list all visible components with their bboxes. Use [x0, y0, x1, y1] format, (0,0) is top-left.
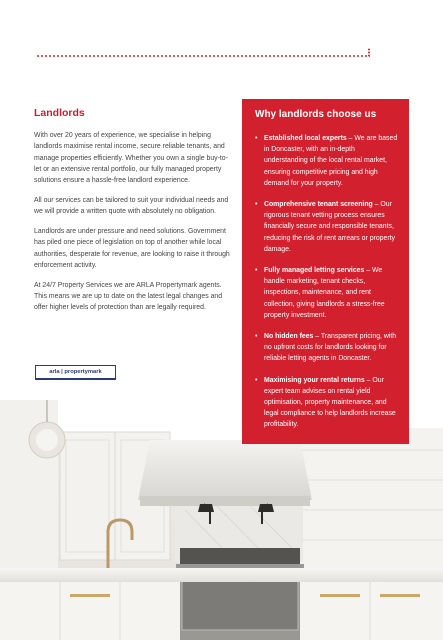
benefit-heading: Fully managed letting services — [264, 267, 365, 275]
why-choose-us-panel — [242, 99, 409, 444]
benefit-description: – Our rigorous tenant vetting process ensures financially secure and responsible tenants, reducing the risk of rent arrears or property damage. — [264, 201, 395, 253]
arla-brand: arla | propertymark — [49, 369, 102, 375]
benefit-heading: Established local experts — [264, 135, 347, 142]
bullet-icon: • — [255, 135, 258, 142]
landlords-title: Landlords — [34, 107, 85, 119]
benefit-item — [255, 265, 399, 321]
dotted-divider-end — [368, 48, 370, 57]
benefit-item — [255, 199, 399, 255]
landlords-section — [34, 107, 232, 322]
benefit-heading: Maximising your rental returns — [264, 376, 365, 384]
landlords-paragraph: Landlords are under pressure and need solutions. Government has piled one piece of legislation on top of another while local authorities, desperate for revenue, are looking to raise it through enforcement activity. — [34, 228, 230, 269]
dotted-divider — [36, 55, 370, 57]
benefit-description: – We are based in Doncaster, with an in-depth understanding of the local rental market, ensuring competitive pricing and high demand for your property. — [264, 135, 398, 187]
benefit-item — [255, 375, 399, 431]
bullet-icon: • — [255, 376, 258, 384]
bullet-icon: • — [255, 201, 258, 209]
bullet-icon: • — [255, 267, 258, 275]
landlords-paragraph: With over 20 years of experience, we specialise in helping landlords maximise rental income, secure reliable tenants, and manage properties efficiently. Whether you own a single buy-to-let or an extensive rental portfolio, our fully managed property solutions ensure a hassle-free landlord experience. — [34, 132, 228, 185]
bullet-icon: • — [255, 333, 258, 341]
benefit-description: – Our expert team advises on rental yield optimisation, property maintenance, and legal compliance to help landlords increase profitability. — [264, 376, 396, 429]
benefit-item — [255, 331, 399, 365]
benefit-heading: No hidden fees — [264, 333, 314, 341]
benefit-heading: Comprehensive tenant screening — [264, 201, 373, 209]
benefit-item — [255, 133, 399, 189]
benefit-description: – Transparent pricing, with no upfront costs for landlords looking for reliable letting agents in Doncaster. — [264, 333, 397, 363]
why-choose-us-title: Why landlords choose us — [255, 109, 377, 120]
landlords-paragraph: At 24/7 Property Services we are ARLA Propertymark agents. This means we are up to date on the latest legal changes and offer higher levels of protection than are legally required. — [34, 281, 223, 312]
benefit-description: – We handle marketing, tenant checks, inspections, maintenance, and rent collection, giving landlords a stress-free property investment. — [264, 267, 385, 319]
landlords-paragraph: All our services can be tailored to suit your individual needs and we will provide a written quote with absolutely no obligation. — [34, 196, 229, 216]
